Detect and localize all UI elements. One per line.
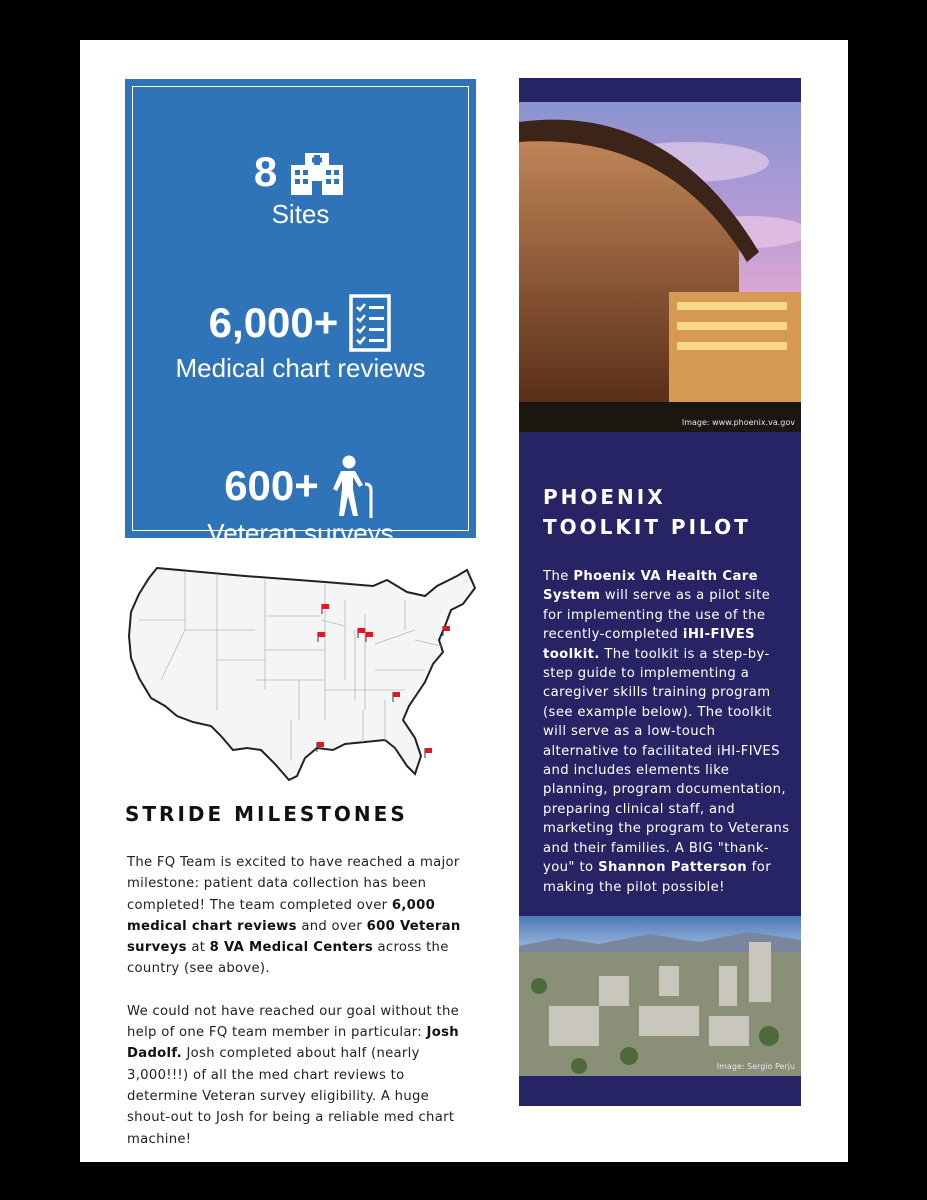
- site-flag-icon: [317, 742, 324, 752]
- phoenix-va-building-photo: [519, 102, 801, 432]
- reviews-label: Medical chart reviews: [175, 353, 426, 383]
- phoenix-city-photo: [519, 916, 801, 1076]
- milestones-title: STRIDE MILESTONES: [125, 802, 408, 826]
- stat-sites: [125, 147, 476, 230]
- site-flag-icon: [425, 748, 432, 758]
- stat-reviews: [125, 293, 476, 384]
- surveys-label: Veteran surveys: [207, 518, 394, 548]
- reviews-number: 6,000+: [208, 299, 339, 346]
- surveys-number: 600+: [224, 462, 319, 509]
- phoenix-panel: [519, 78, 801, 1106]
- site-flag-icon: [443, 626, 450, 636]
- sites-label: Sites: [271, 199, 330, 229]
- milestones-paragraph-2: We could not have reached our goal without the help of one FQ team member in particular: Josh Dadolf. Josh completed about half (nearly 3,000!!!) of all the med chart reviews to determine Veteran survey eligibility. A huge shout-out to Josh for being a reliable med chart machine!: [127, 1003, 460, 1147]
- milestones-body: [127, 852, 477, 1171]
- phoenix-body: The Phoenix VA Health Care System will serve as a pilot site for implementing the use of the recently-completed iHI-FIVES toolkit. The toolkit is a step-by-step guide to implementing a caregiver skills training program (see example below). The toolkit will serve as a low-touch alternative to facilitated iHI-FIVES and includes elements like planning, program documentation, preparing clinical staff, and marketing the program to Veterans and their families. A BIG "thank-you" to Shannon Patterson for making the pilot possible!: [543, 569, 790, 895]
- sites-number: 8: [253, 148, 278, 195]
- milestones-paragraph-1: The FQ Team is excited to have reached a major milestone: patient data collection has been completed! The team completed over 6,000 medical chart reviews and over 600 Veteran surveys at 8 VA Medical Centers across the country (see above).: [127, 855, 461, 977]
- checklist-icon: [348, 293, 392, 353]
- us-map: [125, 560, 477, 788]
- stat-surveys: [125, 454, 476, 549]
- elderly-person-icon: [329, 454, 377, 518]
- hospital-icon: [287, 147, 347, 197]
- image1-credit: Image: www.phoenix.va.gov: [681, 418, 795, 427]
- stats-box: [125, 79, 476, 548]
- newsletter-page: [80, 40, 848, 1162]
- phoenix-title: PHOENIX TOOLKIT PILOT: [543, 485, 751, 539]
- image2-credit: Image: Sergio Perju: [716, 1062, 795, 1071]
